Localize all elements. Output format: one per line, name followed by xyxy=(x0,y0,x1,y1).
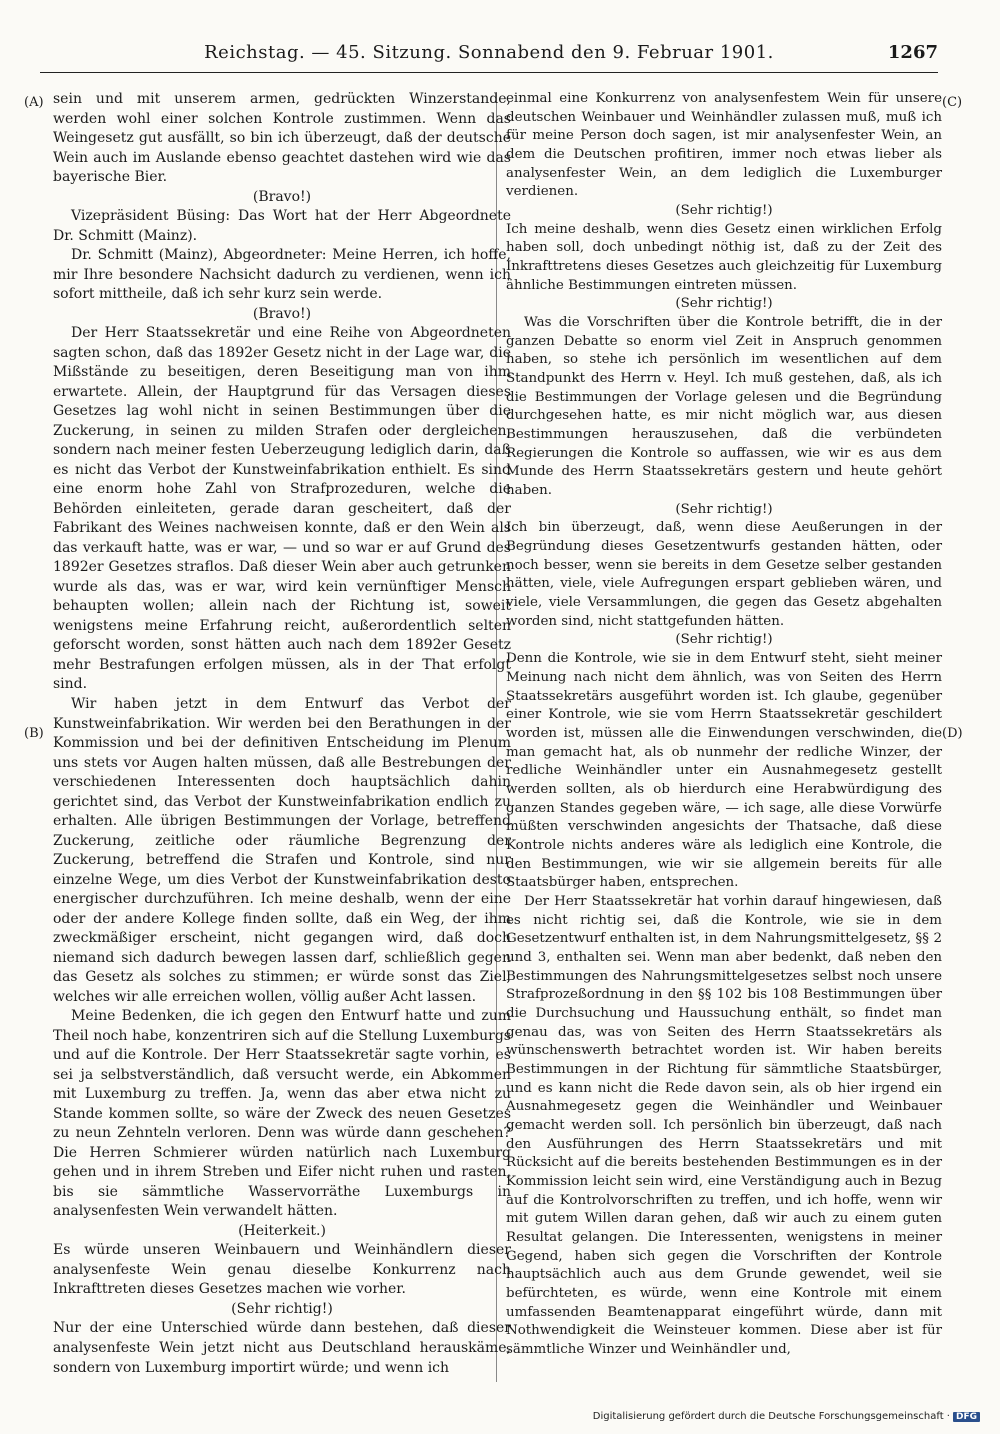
paragraph: einmal eine Konkurrenz von analysenfestem Wein für unsere deutschen Weinbauer und Weinhändler zulassen muß, muß ich für meine Person doch sagen, ist mir analysenfester Wein, an dem die Deutschen profitiren, immer noch etwas lieber als analysenfester Wein, an dem lediglich die Luxemburger verdienen. xyxy=(506,91,942,200)
paragraph: Der Herr Staatssekretär hat vorhin darauf hingewiesen, daß es nicht richtig sei, daß die Kontrole, wie sie in dem Gesetzentwurf enthalten ist, in dem Nahrungsmittelgesetz, §§ 2 und 3, enthalten sei. Wenn man aber bedenkt, daß neben den Bestimmungen des Nahrungsmittelgesetzes selbst noch unsere Strafprozeßordnung in den §§ 102 bis 108 Bestimmungen über die Durchsuchung und Haussuchung enthält, so findet man genau das, was von Seiten des Herrn Staatssekretärs als wünschenswerth betrachtet worden ist. Wir haben bereits Bestimmungen in der Richtung für sämmtliche Staatsbürger, und es kann nicht die Rede davon sein, als ob hier irgend ein Ausnahmegesetz gegen die Weinhändler und Weinbauer gemacht werden soll. Ich persönlich bin überzeugt, daß nach den Ausführungen des Herrn Staatssekretärs und mit Rücksicht auf die bereits bestehenden Bestimmungen es in der Kommission leicht sein wird, eine Verständigung auch in Bezug auf die Kontrolvorschriften zu treffen, und ich hoffe, wenn wir mit gutem Willen daran gehen, daß wir auch zu einem guten Resultat gelangen. Die Interessenten, wenigstens in meiner Gegend, haben sich gegen die Vorschriften der Kontrole hauptsächlich auch aus dem Grunde gewendet, weil sie befürchteten, es würde, wenn eine Kontrole mit einem umfassenden Beamtenapparat eingeführt würde, dann mit Nothwendigkeit die Weinsteuer kommen. Diese aber ist für sämmtliche Winzer und Weinhändler und, xyxy=(506,893,942,1358)
running-header xyxy=(40,38,938,73)
paragraph: Vizepräsident Büsing: Das Wort hat der Herr Abgeordnete Dr. Schmitt (Mainz). xyxy=(53,208,511,244)
paragraph: Ich meine deshalb, wenn dies Gesetz einen wirklichen Erfolg haben soll, doch unbedingt nöthig ist, daß zu der Zeit des Inkrafttretens dieses Gesetzes auch gleichzeitig für Luxemburg ähnliche Bestimmungen eintreten müssen. xyxy=(506,221,942,293)
right-column xyxy=(506,90,942,1360)
footer-text: Digitalisierung gefördert durch die Deutsche Forschungsgemeinschaft · xyxy=(592,1411,950,1422)
dfg-logo: DFG xyxy=(953,1412,980,1422)
interjection: (Bravo!) xyxy=(252,188,312,205)
margin-marker-c: (C) xyxy=(942,95,963,110)
margin-marker-d: (D) xyxy=(942,726,963,741)
paragraph: Der Herr Staatssekretär und eine Reihe von Abgeordneten sagten schon, daß das 1892er Gesetz nicht in der Lage war, die Mißstände zu beseitigen, deren Beseitigung man von ihm erwartete. Allein, der Hauptgrund für das Versagen dieses Gesetzes lag wohl nicht in seinen Bestimmungen über die Zuckerung, in seinen zu milden Strafen oder dergleichen, sondern nach meiner festen Ueberzeugung lediglich darin, daß es nicht das Verbot der Kunstweinfabrikation enthielt. Es sind eine enorm hohe Zahl von Strafprozeduren, welche die Behörden einleiteten, gerade daran gescheitert, daß der Fabrikant des Weines nachweisen konnte, daß er den Wein als das verkauft hatte, was er war, — und so war er auf Grund des 1892er Gesetzes straflos. Daß dieser Wein aber auch getrunken wurde als das, was er war, wird kein vernünftiger Mensch behaupten wollen; allein nach der Richtung ist, soweit wenigstens meine Erfahrung reicht, außerordentlich selten geforscht worden, sonst hätten auch nach dem 1892er Gesetz mehr Bestrafungen erfolgen müssen, als in der That erfolgt sind. xyxy=(53,325,511,693)
running-title: Reichstag. — 45. Sitzung. Sonnabend den 9. Februar 1901. xyxy=(204,42,774,63)
interjection: (Sehr richtig!) xyxy=(675,501,773,517)
margin-marker-a: (A) xyxy=(24,95,44,110)
paragraph: Es würde unseren Weinbauern und Weinhändlern dieser analysenfeste Wein genau dieselbe Konkurrenz nach Inkrafttreten dieses Gesetzes machen wie vorher. xyxy=(53,1242,511,1298)
interjection: (Bravo!) xyxy=(252,305,312,322)
paragraph: Nur der eine Unterschied würde dann bestehen, daß dieser analysenfeste Wein jetzt nicht aus Deutschland herauskäme, sondern von Luxemburg importirt würde; und wenn ich xyxy=(53,1320,511,1376)
paragraph: Ich bin überzeugt, daß, wenn diese Aeußerungen in der Begründung dieses Gesetzentwurfs gestanden hätten, oder noch besser, wenn sie bereits in dem Gesetze selber gestanden hätten, viele, viele Aufregungen erspart geblieben wären, und viele, viele Versammlungen, die gegen das Gesetz abgehalten worden sind, nicht stattgefunden hätten. xyxy=(506,520,942,629)
interjection: (Sehr richtig!) xyxy=(675,632,773,648)
interjection: (Sehr richtig!) xyxy=(675,203,773,219)
page-number: 1267 xyxy=(887,42,938,63)
paragraph: Wir haben jetzt in dem Entwurf das Verbot der Kunstweinfabrikation. Wir werden bei den Berathungen in der Kommission und bei der definitiven Entscheidung im Plenum uns stets vor Augen halten müssen, daß alle Bestrebungen der verschiedenen Interessenten doch hauptsächlich dahin gerichtet sind, das Verbot der Kunstweinfabrikation endlich zu erhalten. Alle übrigen Bestimmungen der Vorlage, betreffend Zuckerung, zeitliche oder räumliche Begrenzung der Zuckerung, betreffend die Strafen und Kontrole, sind nur einzelne Wege, um dies Verbot der Kunstweinfabrikation desto energischer durchzuführen. Ich meine deshalb, wenn der eine oder der andere Kollege finden sollte, daß ein Weg, der ihm zweckmäßiger erscheint, nicht gegangen wird, daß doch niemand sich dadurch bewegen lassen darf, schließlich gegen das Gesetz als solches zu stimmen; er würde sonst das Ziel, welches wir alle erreichen wollen, völlig außer Acht lassen. xyxy=(53,695,511,1005)
paragraph: Was die Vorschriften über die Kontrole betrifft, die in der ganzen Debatte so enorm viel Zeit in Anspruch genommen haben, so stehe ich persönlich im wesentlichen auf dem Standpunkt des Herrn v. Heyl. Ich muß gestehen, daß, als ich die Bestimmungen der Vorlage gelesen und die Begründung durchgesehen hatte, es mir nicht möglich war, aus diesen Bestimmungen herauszusehen, daß die verbündeten Regierungen die Kontrole so auffassen, wie wir es aus dem Munde des Herrn Staatssekretärs gestern und heute gehört haben. xyxy=(506,315,942,499)
paragraph: Denn die Kontrole, wie sie in dem Entwurf steht, sieht meiner Meinung nach nicht dem ähnlich, was von Seiten des Herrn Staatssekretärs ausgeführt worden ist. Ich glaube, gegenüber einer Kontrole, wie sie vom Herrn Staatssekretär geschildert worden ist, müssen alle die Einwendungen verschwinden, die man gemacht hat, als ob nunmehr der redliche Winzer, der redliche Weinhändler unter ein Ausnahmegesetz gestellt werden sollten, als ob hierdurch eine Herabwürdigung des ganzen Standes gegeben wäre, — ich sage, alle diese Vorwürfe müßten verschwinden angesichts der Thatsache, daß diese Kontrole nichts anderes wäre als lediglich eine Kontrole, die den Bestimmungen, wie wir sie allgemein bereits für alle Staatsbürger haben, entsprechen. xyxy=(506,651,942,891)
paragraph: sein und mit unserem armen, gedrückten Winzerstande, werden wohl einer solchen Kontrole zustimmen. Wenn das Weingesetz gut ausfällt, so bin ich überzeugt, daß der deutsche Wein auch im Auslande ebenso geachtet dastehen wird wie das bayerische Bier. xyxy=(53,91,511,186)
footer-credit xyxy=(593,1411,980,1422)
interjection: (Heiterkeit.) xyxy=(238,1222,326,1239)
paragraph: Meine Bedenken, die ich gegen den Entwurf hatte und zum Theil noch habe, konzentriren sich auf die Stellung Luxemburgs und auf die Kontrole. Der Herr Staatssekretär sagte vorhin, es sei ja selbstverständlich, daß versucht werde, ein Abkommen mit Luxemburg zu treffen. Ja, wenn das aber etwa nicht zu Stande kommen sollte, so wäre der Zweck des neuen Gesetzes zu neun Zehnteln verloren. Denn was würde dann geschehen? Die Herren Schmierer würden natürlich nach Luxemburg gehen und in ihrem Streben und Eifer nicht ruhen und rasten, bis sie sämmtliche Wasservorräthe Luxemburgs in analysenfesten Wein verwandelt hätten. xyxy=(53,1008,511,1220)
interjection: (Sehr richtig!) xyxy=(675,296,773,312)
paragraph: Dr. Schmitt (Mainz), Abgeordneter: Meine Herren, ich hoffe, mir Ihre besondere Nachsicht dadurch zu verdienen, wenn ich sofort mittheile, daß ich sehr kurz sein werde. xyxy=(53,247,511,303)
left-column xyxy=(53,90,511,1378)
interjection: (Sehr richtig!) xyxy=(231,1300,333,1317)
margin-marker-b: (B) xyxy=(24,726,44,741)
